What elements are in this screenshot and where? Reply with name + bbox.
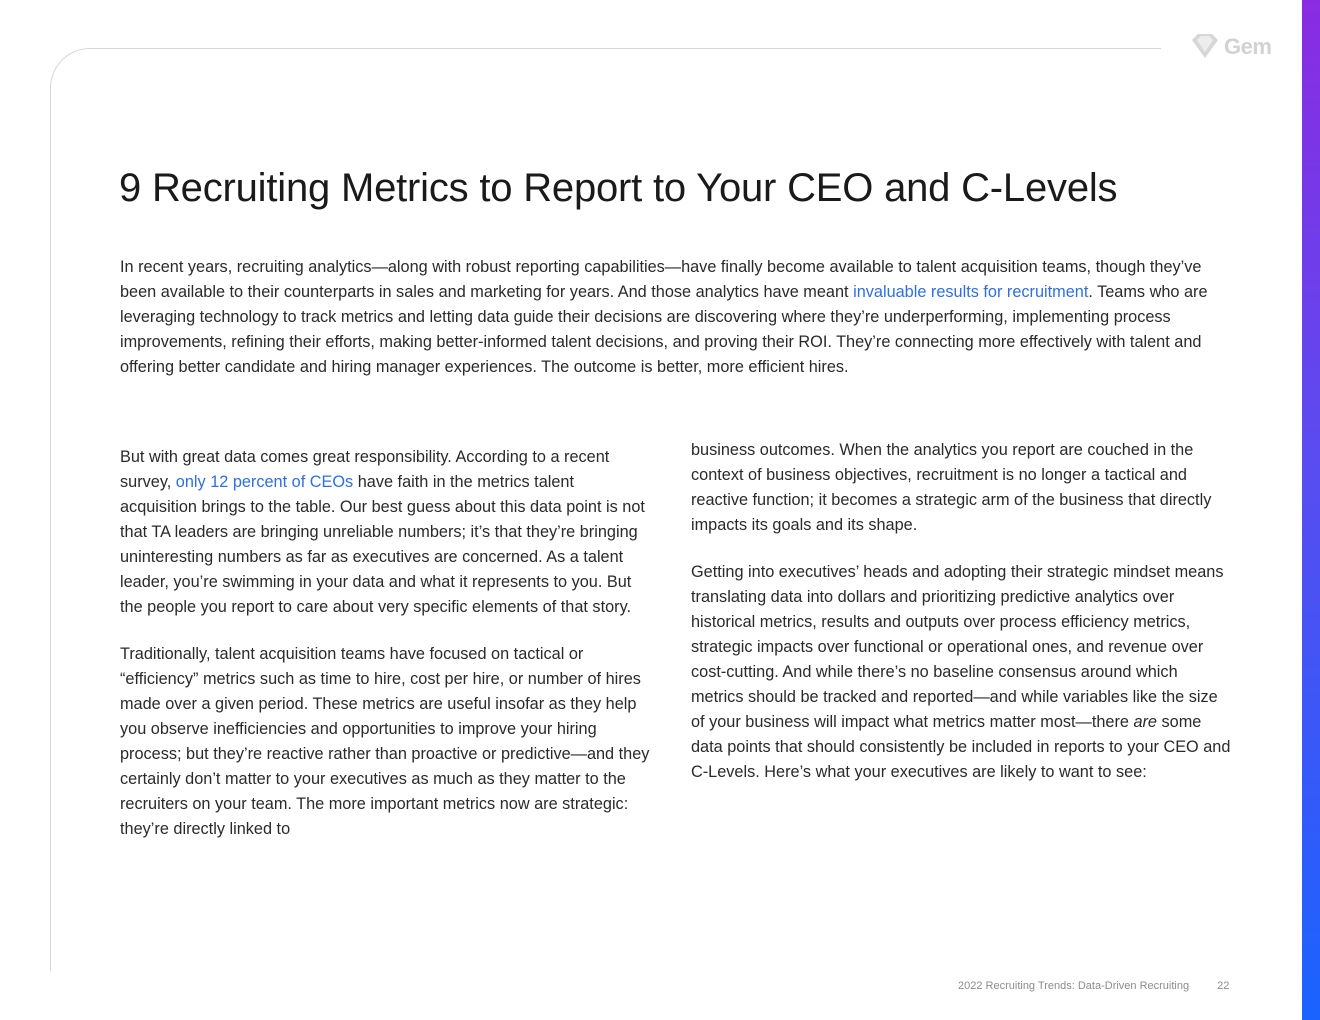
right-p2-emphasis: are — [1133, 713, 1157, 731]
right-paragraph-1: business outcomes. When the analytics you report are couched in the context of business objectives, recruitment is no longer a tactical and reactive function; it becomes a strategic arm of the business that directly impacts its goals and its shape. — [691, 441, 1212, 534]
invaluable-results-link[interactable]: invaluable results for recruitment — [853, 283, 1089, 301]
right-p2-text-2: some data points that should consistently be included in reports to your CEO and C-Levels. Here’s what your executives are likely to want to see: — [691, 713, 1231, 781]
right-column — [691, 438, 1231, 807]
right-p2-text-1: Getting into executives’ heads and adopting their strategic mindset means translating data into dollars and prioritizing predictive analytics over historical metrics, results and outputs over process efficiency metrics, strategic impacts over functional or operational ones, and revenue over cost-cutting. And while there’s no baseline consensus around which metrics should be tracked and reported—and while variables like the size of your business will impact what metrics matter most—there — [691, 563, 1224, 731]
gem-logo — [1188, 34, 1271, 60]
right-paragraph-2 — [691, 560, 1231, 785]
gem-diamond-icon — [1188, 34, 1222, 60]
left-p1-text-1: But with great data comes great responsibility. According to a recent survey, — [120, 448, 610, 491]
left-p1-text-2: have faith in the metrics talent acquisition brings to the table. Our best guess about this data point is not that TA leaders are bringing unreliable numbers; it’s that they’re bringing uninteresting numbers as far as executives are concerned. As a talent leader, you’re swimming in your data and what it represents to you. But the people you report to care about very specific elements of that story. — [120, 473, 645, 616]
intro-text-1: In recent years, recruiting analytics—along with robust reporting capabilities—have finally become available to talent acquisition teams, though they’ve been available to their counterparts in sales and marketing for years. And those analytics have meant — [120, 258, 1202, 301]
intro-text-2: . Teams who are leveraging technology to track metrics and letting data guide their decisions are discovering where they’re underperforming, implementing process improvements, refining their efforts, making better-informed talent decisions, and proving their ROI. They’re connecting more effectively with talent and offering better candidate and hiring manager experiences. The outcome is better, more efficient hires. — [120, 283, 1208, 376]
intro-paragraph — [120, 255, 1220, 380]
page-title: 9 Recruiting Metrics to Report to Your CEO and C-Levels — [119, 166, 1118, 210]
gem-logo-text: Gem — [1224, 34, 1272, 59]
left-column — [120, 445, 650, 864]
left-paragraph-2: Traditionally, talent acquisition teams have focused on tactical or “efficiency” metrics such as time to hire, cost per hire, or number of hires made over a given period. These metrics are useful insofar as they help you observe inefficiencies and opportunities to improve your hiring process; but they’re reactive rather than proactive or predictive—and they certainly don’t matter to your executives as much as they matter to the recruiters on your team. The more important metrics now are strategic: they’re directly linked to — [120, 645, 650, 838]
footer-doc-title: 2022 Recruiting Trends: Data-Driven Recruiting — [958, 980, 1190, 992]
ceo-survey-link[interactable]: only 12 percent of CEOs — [175, 473, 354, 491]
side-gradient-bar — [1302, 0, 1320, 1020]
page-number: 22 — [1217, 980, 1230, 992]
left-paragraph-1 — [120, 445, 650, 620]
page-footer — [958, 980, 1229, 992]
